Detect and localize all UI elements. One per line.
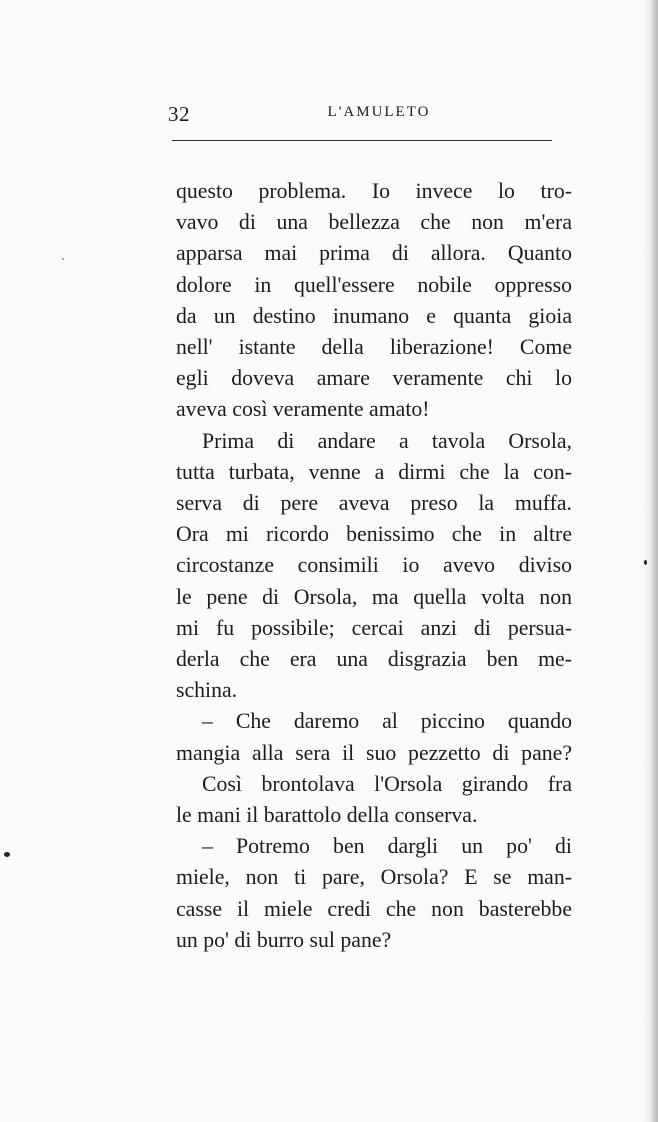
text-line: mangia alla sera il suo pezzetto di pane? — [176, 740, 572, 765]
text-line: egli doveva amare veramente chi lo — [176, 366, 572, 391]
text-line: derla che era una disgrazia ben me- — [176, 647, 572, 672]
text-line: – Potremo ben dargli un po' di — [202, 834, 572, 859]
text-line: vavo di una bellezza che non m'era — [176, 210, 572, 235]
text-line: le mani il barattolo della conserva. — [176, 803, 478, 828]
text-line: le pene di Orsola, ma quella volta non — [176, 584, 572, 609]
paragraph — [176, 706, 572, 768]
text-line: apparsa mai prima di allora. Quanto — [176, 241, 572, 266]
paragraph — [176, 176, 572, 426]
text-line: un po' di burro sul pane? — [176, 927, 392, 952]
text-line: schina. — [176, 678, 238, 703]
text-line: nell' istante della liberazione! Come — [176, 335, 572, 360]
page-number: 32 — [168, 102, 190, 126]
text-line: mi fu possibile; cercai anzi di persua- — [176, 615, 572, 640]
text-line: aveva così veramente amato! — [176, 397, 430, 422]
paragraph — [176, 831, 572, 956]
text-line: Ora mi ricordo benissimo che in altre — [176, 522, 572, 547]
ink-speck — [4, 852, 10, 857]
paragraph — [176, 769, 572, 831]
text-line: circostanze consimili io avevo diviso — [176, 553, 572, 578]
paragraph — [176, 426, 572, 707]
text-line: questo problema. Io invece lo tro- — [176, 179, 572, 203]
text-line: Prima di andare a tavola Orsola, — [202, 428, 572, 453]
text-line: miele, non ti pare, Orsola? E se man- — [176, 865, 572, 890]
text-line: tutta turbata, venne a dirmi che la con- — [176, 459, 572, 484]
text-line: – Che daremo al piccino quando — [202, 709, 572, 734]
ink-speck — [62, 258, 64, 260]
running-title: L'AMULETO — [327, 104, 431, 120]
header-rule — [172, 140, 552, 141]
text-line: serva di pere aveva preso la muffa. — [176, 491, 572, 516]
body-text — [176, 176, 572, 956]
page-header — [168, 100, 554, 136]
text-line: dolore in quell'essere nobile oppresso — [176, 272, 572, 297]
text-line: Così brontolava l'Orsola girando fra — [202, 771, 572, 796]
ink-speck — [644, 560, 647, 565]
text-line: da un destino inumano e quanta gioia — [176, 303, 572, 328]
text-line: casse il miele credi che non basterebbe — [176, 896, 572, 921]
